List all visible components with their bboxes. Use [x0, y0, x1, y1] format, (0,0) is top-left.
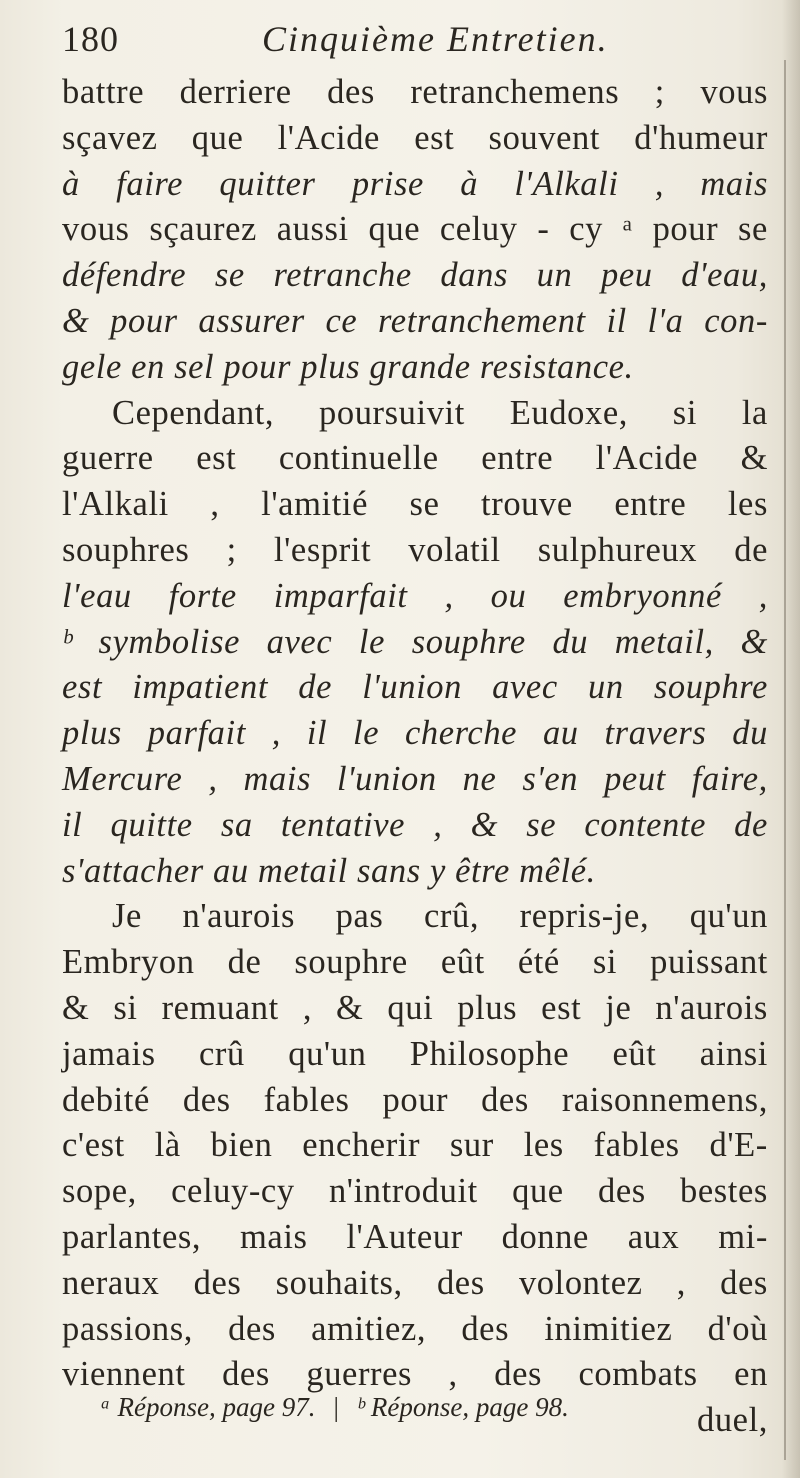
- text-line: [62, 528, 768, 574]
- word: quitter: [219, 164, 316, 203]
- word: plus: [457, 988, 518, 1027]
- word: l'Acide: [277, 118, 380, 157]
- word: mi-: [718, 1217, 768, 1256]
- word: dans: [440, 256, 508, 295]
- line-text: [62, 1307, 768, 1353]
- text-line: [62, 894, 768, 940]
- text-line: [62, 70, 768, 116]
- line-text: [62, 711, 768, 757]
- line-text: [62, 70, 768, 116]
- word: de: [227, 943, 262, 982]
- word: ce: [325, 301, 358, 340]
- word: entre: [614, 485, 687, 524]
- word: forte: [168, 576, 237, 615]
- word: retranchemens: [410, 73, 620, 111]
- word: imparfait: [273, 576, 408, 615]
- word: c'est: [62, 1126, 125, 1165]
- word: &: [470, 805, 499, 844]
- text-line: [62, 116, 768, 162]
- word: d'eau,: [681, 256, 768, 295]
- line-text: [62, 803, 768, 849]
- word: pas: [335, 897, 384, 936]
- line-text: [62, 1169, 768, 1215]
- word: est: [541, 988, 582, 1027]
- text-line: [62, 757, 768, 803]
- catchword: duel,: [696, 1401, 768, 1440]
- word: bien: [210, 1126, 273, 1165]
- word: les: [727, 485, 768, 524]
- word: sçaurez: [149, 210, 257, 249]
- word: parfait: [147, 714, 246, 753]
- word: mais: [243, 759, 312, 798]
- running-head-title: Cinquième Entretien.: [262, 19, 609, 59]
- word: mais: [239, 1217, 308, 1256]
- word: le: [358, 622, 386, 661]
- text-line: [62, 1123, 768, 1169]
- word: l'esprit: [273, 530, 372, 569]
- word: ,: [448, 1355, 458, 1394]
- word: sur: [449, 1126, 494, 1165]
- word: l'Alkali: [62, 485, 169, 524]
- text-line: [62, 574, 768, 620]
- line-text: [112, 391, 768, 437]
- line-text: [62, 620, 768, 666]
- word: il: [306, 714, 328, 753]
- word: aux: [627, 1217, 680, 1256]
- word: si: [672, 393, 698, 432]
- word: sulphureux: [537, 530, 698, 569]
- word: debité: [62, 1080, 150, 1119]
- running-head: [62, 18, 762, 66]
- word: pour: [652, 210, 719, 249]
- word: des: [436, 1263, 485, 1302]
- word: vous: [700, 73, 768, 111]
- text-line: [62, 665, 768, 711]
- word: amitiez,: [311, 1309, 427, 1348]
- word: ou: [490, 576, 527, 615]
- word: aussi: [276, 210, 349, 249]
- word: Eudoxe,: [509, 393, 628, 432]
- word: souphre: [294, 943, 408, 982]
- text-line: [62, 1032, 768, 1078]
- word: fables: [593, 1126, 680, 1165]
- word: il: [62, 805, 83, 844]
- word: jamais: [62, 1034, 156, 1073]
- word: en: [734, 1355, 768, 1394]
- word: un: [536, 256, 573, 295]
- word: impatient: [132, 668, 269, 707]
- word: ,: [676, 1263, 686, 1302]
- line-text: [62, 986, 768, 1032]
- word: avec: [492, 668, 558, 707]
- word: de: [734, 805, 768, 844]
- line-text: [62, 528, 768, 574]
- word: Cependant,: [112, 393, 275, 432]
- word: entre: [481, 439, 554, 478]
- word: qui: [387, 988, 434, 1027]
- word: peu: [601, 256, 653, 295]
- word: ;: [654, 73, 665, 111]
- word: celuy: [439, 210, 518, 249]
- word: que: [191, 118, 244, 157]
- word: des: [481, 1080, 529, 1119]
- word: d'E-: [709, 1126, 768, 1165]
- word: ,: [758, 576, 768, 615]
- word: des: [182, 1080, 231, 1119]
- word: symbolise: [98, 622, 241, 661]
- text-line: [62, 1261, 768, 1307]
- word: le: [353, 714, 380, 753]
- line-text: [62, 436, 768, 482]
- word: l'union: [362, 668, 462, 707]
- line-text: [62, 299, 768, 345]
- text-line: [62, 1169, 768, 1215]
- word: celuy-cy: [171, 1172, 295, 1211]
- word: qu'un: [689, 897, 768, 936]
- word: est: [196, 439, 237, 478]
- word: des: [494, 1355, 543, 1394]
- word: Philosophe: [409, 1034, 570, 1073]
- word: l'eau: [62, 576, 132, 615]
- text-line: [62, 482, 768, 528]
- word: n'aurois: [182, 897, 296, 936]
- word: encherir: [302, 1126, 421, 1165]
- word: ,: [208, 759, 218, 798]
- word: ,: [444, 576, 454, 615]
- page-number: 180: [62, 19, 119, 59]
- word: poursuivit: [319, 393, 465, 432]
- word: Embryon: [62, 943, 195, 982]
- word: l'amitié: [261, 485, 368, 524]
- line-text: [62, 940, 768, 986]
- word: ;: [226, 530, 237, 569]
- word: crû: [199, 1034, 245, 1073]
- page-gutter-line: [784, 60, 786, 1460]
- word: retranchement: [378, 301, 586, 340]
- word: repris-je,: [519, 897, 650, 936]
- word: &: [740, 439, 768, 478]
- word: se: [214, 256, 245, 295]
- word: &: [62, 301, 90, 340]
- word: eût: [612, 1034, 657, 1073]
- word: viennent: [62, 1355, 186, 1394]
- text-line: [62, 986, 768, 1032]
- footnotes: [100, 1392, 740, 1432]
- word: si: [592, 943, 618, 982]
- word: volontez: [518, 1263, 643, 1302]
- word: l'Acide: [595, 439, 699, 478]
- word: ,: [302, 988, 313, 1027]
- word: ,: [271, 714, 281, 753]
- word: sçavez: [62, 118, 158, 157]
- word: pour: [382, 1080, 449, 1119]
- word: continuelle: [278, 439, 439, 478]
- word: faire: [116, 164, 184, 203]
- word: à: [62, 164, 80, 203]
- word: vous: [62, 210, 130, 249]
- word: inimitiez: [544, 1309, 673, 1348]
- word: se: [409, 485, 440, 524]
- line-text: [62, 1032, 768, 1078]
- word: des: [597, 1172, 646, 1211]
- word: du: [552, 622, 589, 661]
- word: sa: [220, 805, 253, 844]
- word: cherche: [405, 714, 518, 753]
- text-line: [62, 253, 768, 299]
- word: faire,: [691, 759, 768, 798]
- word: souhaits,: [275, 1263, 403, 1302]
- word: est: [62, 668, 103, 707]
- text-line: [62, 849, 768, 895]
- word: pour: [110, 301, 178, 340]
- word: trouve: [481, 485, 573, 524]
- line-text: [62, 757, 768, 803]
- word: eût: [440, 943, 485, 982]
- word: de: [298, 668, 333, 707]
- word: ,: [433, 805, 443, 844]
- word: avec: [266, 622, 333, 661]
- word: &: [336, 988, 364, 1027]
- text-line: [62, 207, 768, 253]
- word: des: [228, 1309, 276, 1348]
- word: que: [368, 210, 421, 249]
- line-text: [112, 894, 768, 940]
- word: du: [732, 714, 768, 753]
- word: des: [222, 1355, 270, 1394]
- word: prise: [351, 164, 424, 203]
- word: remuant: [161, 988, 279, 1027]
- line-text: [62, 162, 768, 208]
- word: souphres: [62, 530, 190, 569]
- text-line: [62, 1078, 768, 1124]
- word: plus: [62, 714, 122, 753]
- word: de: [734, 530, 768, 569]
- word: l'union: [337, 759, 437, 798]
- word: con-: [704, 301, 768, 340]
- word: là: [154, 1126, 181, 1165]
- word: contente: [584, 805, 707, 844]
- word: n'introduit: [328, 1172, 478, 1211]
- footnote-a: ᵃ Réponse, page 97.: [100, 1392, 316, 1422]
- word: neraux: [62, 1263, 160, 1302]
- word: l'a: [647, 301, 684, 340]
- word: ne: [462, 759, 497, 798]
- text-line: [62, 299, 768, 345]
- word: passions,: [62, 1309, 193, 1348]
- line-text: [62, 665, 768, 711]
- word: souvent: [488, 118, 601, 157]
- word: d'où: [707, 1309, 768, 1348]
- line-text: [62, 1078, 768, 1124]
- word: ,: [654, 164, 665, 203]
- word: souphre: [411, 622, 526, 661]
- word: sope,: [62, 1172, 137, 1211]
- word: combats: [578, 1355, 698, 1394]
- line-text: [62, 116, 768, 162]
- word: est: [414, 118, 455, 157]
- word: cy: [569, 210, 603, 249]
- line-text: s'attacher au metail sans y être mêlé.: [62, 851, 596, 890]
- word: Mercure: [62, 759, 183, 798]
- line-text: [62, 253, 768, 299]
- word: se: [526, 805, 557, 844]
- word: n'aurois: [655, 988, 768, 1027]
- word: peut: [604, 759, 666, 798]
- word: d'humeur: [634, 118, 768, 157]
- word: si: [113, 988, 138, 1027]
- word: ainsi: [699, 1034, 768, 1073]
- word: je: [605, 988, 632, 1027]
- word: des: [720, 1263, 768, 1302]
- word: mais: [700, 164, 768, 203]
- text-line: [62, 803, 768, 849]
- word: parlantes,: [62, 1217, 202, 1256]
- word: donne: [501, 1217, 589, 1256]
- text-line: [62, 436, 768, 482]
- word: embryonné: [563, 576, 722, 615]
- footnote-b: ᵇ Réponse, page 98.: [356, 1392, 569, 1422]
- word: derriere: [179, 73, 292, 111]
- word: bestes: [680, 1172, 768, 1211]
- word: au: [542, 714, 579, 753]
- word: la: [741, 393, 768, 432]
- word: que: [512, 1172, 564, 1211]
- text-line: [62, 711, 768, 757]
- word: guerre: [62, 439, 154, 478]
- word: &: [62, 988, 90, 1027]
- line-text: [62, 574, 768, 620]
- body-text: [62, 70, 768, 1444]
- word: -: [537, 210, 550, 249]
- word: crû,: [423, 897, 480, 936]
- text-line: [62, 345, 768, 391]
- text-line: [62, 940, 768, 986]
- word: guerres: [306, 1355, 413, 1394]
- word: un: [587, 668, 624, 707]
- word: quitte: [110, 805, 193, 844]
- text-line: [62, 391, 768, 437]
- word: des: [461, 1309, 510, 1348]
- line-text: gele en sel pour plus grande resistance.: [62, 347, 634, 386]
- word: travers: [604, 714, 707, 753]
- line-text: [62, 1123, 768, 1169]
- text-line: [62, 620, 768, 666]
- word: souphre: [653, 668, 768, 707]
- text-line: [62, 1215, 768, 1261]
- word: les: [523, 1126, 564, 1165]
- word: été: [517, 943, 560, 982]
- line-text: [62, 207, 768, 253]
- word: à: [460, 164, 479, 203]
- word: battre: [62, 73, 145, 111]
- word: puissant: [650, 943, 768, 982]
- word: ᵃ: [622, 210, 633, 249]
- word: l'Auteur: [346, 1217, 463, 1256]
- word: des: [327, 73, 375, 111]
- word: &: [740, 622, 768, 661]
- word: retranche: [273, 256, 412, 295]
- word: volatil: [408, 530, 501, 569]
- word: l'Alkali: [514, 164, 619, 203]
- word: ᵇ: [62, 622, 72, 661]
- text-line: [62, 1307, 768, 1353]
- word: tentative: [280, 805, 406, 844]
- text-line: [62, 162, 768, 208]
- word: metail,: [614, 622, 714, 661]
- footnote-separator: |: [333, 1392, 339, 1422]
- word: qu'un: [288, 1034, 367, 1073]
- word: des: [193, 1263, 242, 1302]
- word: s'en: [522, 759, 579, 798]
- word: assurer: [198, 301, 305, 340]
- line-text: [62, 482, 768, 528]
- word: défendre: [62, 256, 187, 295]
- word: fables: [263, 1080, 350, 1119]
- line-text: [62, 1215, 768, 1261]
- word: Je: [112, 897, 142, 936]
- line-text: [62, 1261, 768, 1307]
- word: raisonnemens,: [561, 1080, 768, 1119]
- word: il: [606, 301, 627, 340]
- word: ,: [210, 485, 220, 524]
- word: se: [737, 210, 768, 249]
